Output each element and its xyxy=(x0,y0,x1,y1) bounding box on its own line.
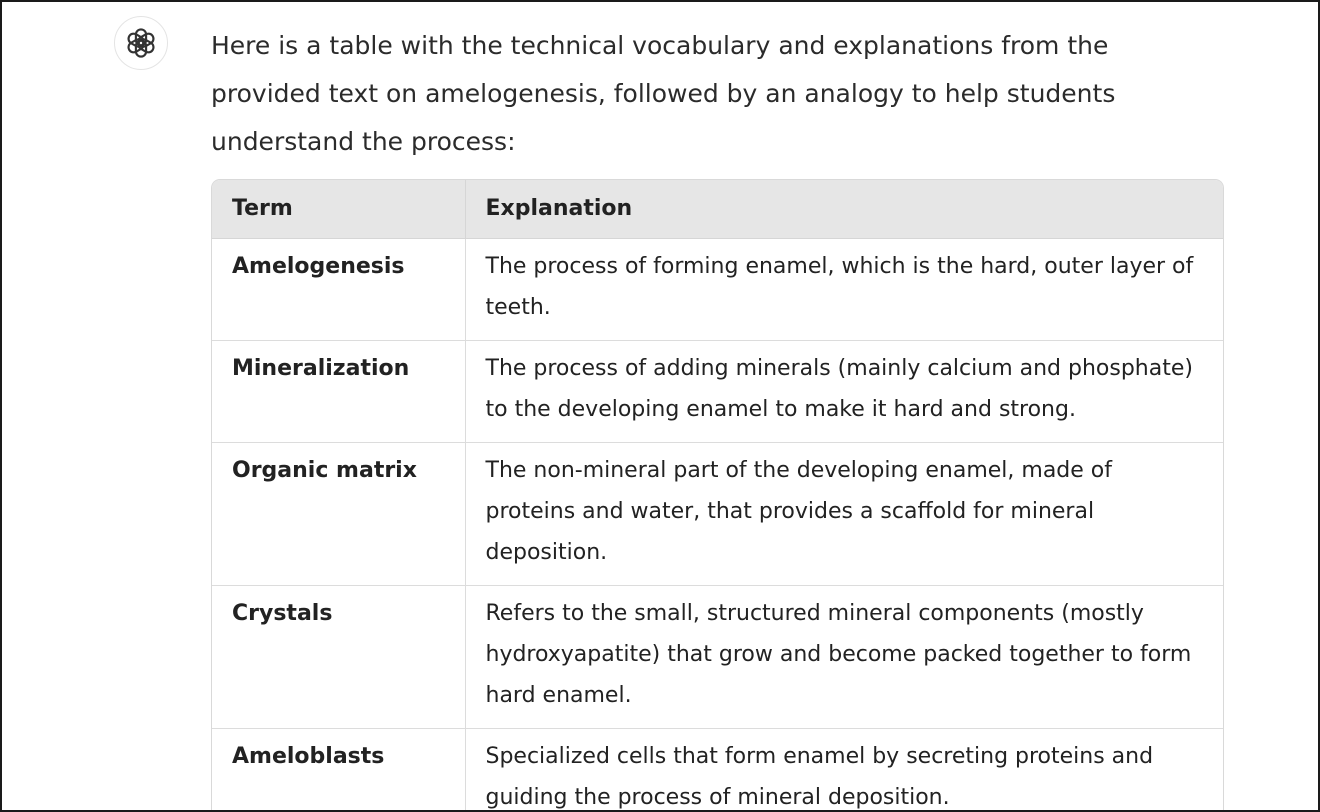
header-explanation: Explanation xyxy=(465,180,1223,238)
table-header-row xyxy=(212,180,1223,238)
assistant-avatar xyxy=(114,16,168,70)
table-row xyxy=(212,728,1223,812)
term-cell: Amelogenesis xyxy=(232,253,405,279)
explanation-cell: The process of adding minerals (mainly calcium and phosphate) to the developing enamel to make it hard and strong. xyxy=(465,340,1223,442)
explanation-cell: The non-mineral part of the developing enamel, made of proteins and water, that provides a scaffold for mineral deposition. xyxy=(465,442,1223,585)
term-cell: Ameloblasts xyxy=(212,728,465,812)
explanation-cell: Refers to the small, structured mineral components (mostly hydroxyapatite) that grow and become packed together to form hard enamel. xyxy=(465,585,1223,728)
message-intro: Here is a table with the technical vocabulary and explanations from the provided text on amelogenesis, followed by an analogy to help students understand the process: xyxy=(211,31,1116,156)
explanation-cell: The process of forming enamel, which is the hard, outer layer of teeth. xyxy=(465,238,1223,340)
table-row xyxy=(212,340,1223,442)
vocabulary-table xyxy=(211,179,1224,812)
table-row xyxy=(212,442,1223,585)
term-cell: Organic matrix xyxy=(212,442,465,585)
table-row xyxy=(212,585,1223,728)
assistant-message xyxy=(211,22,1221,166)
table-row xyxy=(212,238,1223,340)
term-cell: Crystals xyxy=(212,585,465,728)
header-term: Term xyxy=(212,180,465,238)
openai-logo-icon xyxy=(124,26,158,60)
term-cell: Mineralization xyxy=(212,340,465,442)
explanation-cell: Specialized cells that form enamel by secreting proteins and guiding the process of mineral deposition. xyxy=(465,728,1223,812)
